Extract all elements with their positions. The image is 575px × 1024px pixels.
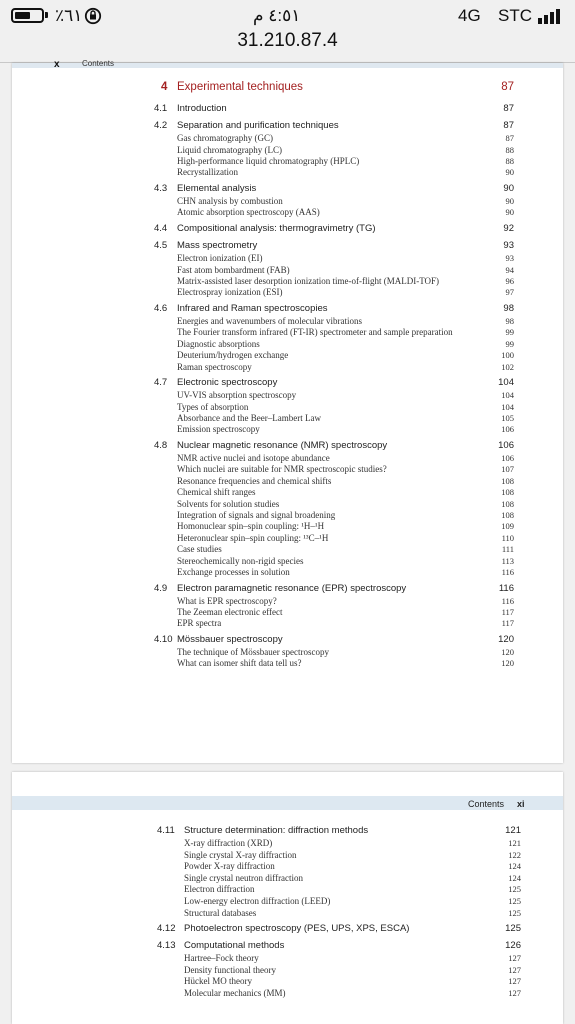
- subsection-page: 111: [501, 544, 514, 555]
- subsection-page: 109: [501, 521, 514, 532]
- section-page: 87: [503, 120, 514, 132]
- subsection-title: Heteronuclear spin–spin coupling: ¹³C–¹H: [177, 532, 329, 543]
- battery-icon: [11, 8, 44, 23]
- section-number: 4.11: [157, 825, 175, 836]
- subsection-title: Single crystal X-ray diffraction: [184, 849, 297, 860]
- subsection-title: Case studies: [177, 544, 222, 555]
- subsection-page: 127: [508, 964, 521, 975]
- subsection-page: 88: [505, 156, 514, 166]
- subsection-title: X-ray diffraction (XRD): [184, 838, 273, 848]
- section-title: Mass spectrometry: [177, 240, 258, 252]
- section-title: Structure determination: diffraction methods: [184, 825, 369, 836]
- section-title: Compositional analysis: thermogravimetry (TG): [177, 223, 376, 234]
- subsection-page: 117: [501, 618, 514, 629]
- subsection-title: Liquid chromatography (LC): [177, 144, 282, 155]
- subsection-title: Homonuclear spin–spin coupling: ¹H–¹H: [177, 521, 325, 532]
- subsection-title: The technique of Mössbauer spectroscopy: [177, 647, 329, 657]
- section-title: Infrared and Raman spectroscopies: [177, 303, 328, 314]
- battery-percent: ٪٦١: [55, 6, 83, 25]
- chapter-title: Experimental techniques: [177, 81, 303, 93]
- section-title: Electron paramagnetic resonance (EPR) spectroscopy: [177, 582, 407, 594]
- carrier-name: STC: [498, 6, 532, 25]
- section-page: 93: [503, 240, 514, 252]
- section-number: 4.2: [154, 120, 168, 132]
- subsection-page: 127: [508, 988, 521, 998]
- subsection-title: What can isomer shift data tell us?: [177, 658, 302, 669]
- subsection-page: 102: [501, 361, 514, 372]
- subsection-title: Hückel MO theory: [184, 976, 252, 987]
- page-number-marker: x: [54, 59, 60, 70]
- subsection-page: 93: [505, 253, 514, 264]
- network-type: 4G: [458, 6, 481, 25]
- subsection-page: 113: [501, 555, 514, 566]
- subsection-title: The Fourier transform infrared (FT-IR) spectrometer and sample preparation: [177, 327, 453, 338]
- section-title: Introduction: [177, 103, 227, 114]
- running-header: Contents: [82, 59, 115, 68]
- subsection-title: Atomic absorption spectroscopy (AAS): [177, 207, 320, 218]
- subsection-page: 88: [505, 144, 514, 155]
- subsection-page: 108: [501, 510, 514, 520]
- subsection-page: 124: [508, 861, 521, 872]
- section-number: 4.13: [157, 940, 176, 952]
- running-header: Contents: [468, 799, 505, 809]
- subsection-title: Exchange processes in solution: [177, 567, 290, 577]
- subsection-title: Deuterium/hydrogen exchange: [177, 350, 289, 361]
- subsection-page: 104: [501, 390, 514, 401]
- subsection-page: 104: [501, 401, 514, 412]
- subsection-page: 125: [508, 896, 521, 906]
- subsection-page: 116: [501, 567, 514, 577]
- section-page: 104: [498, 377, 514, 389]
- subsection-title: Recrystallization: [177, 167, 238, 178]
- battery-tip: [45, 12, 48, 18]
- subsection-page: 105: [501, 413, 514, 423]
- subsection-title: Electron ionization (EI): [177, 253, 263, 264]
- section-page: 125: [505, 923, 521, 935]
- subsection-title: Diagnostic absorptions: [177, 338, 260, 349]
- document-page-1: [12, 59, 563, 763]
- subsection-page: 100: [501, 350, 514, 361]
- subsection-page: 106: [501, 453, 514, 463]
- orientation-lock-icon: [84, 7, 102, 25]
- section-page: 90: [503, 183, 514, 194]
- subsection-title: Fast atom bombardment (FAB): [177, 264, 290, 275]
- subsection-page: 108: [501, 487, 514, 498]
- chapter-page: 87: [501, 81, 514, 93]
- subsection-page: 99: [505, 327, 514, 338]
- subsection-title: Solvents for solution studies: [177, 498, 280, 509]
- subsection-page: 127: [508, 953, 521, 964]
- subsection-title: Electron diffraction: [184, 884, 255, 895]
- subsection-title: Raman spectroscopy: [177, 361, 252, 372]
- subsection-page: 97: [505, 287, 514, 298]
- subsection-title: Density functional theory: [184, 964, 276, 975]
- subsection-page: 94: [505, 264, 514, 275]
- section-number: 4.9: [154, 582, 168, 594]
- section-page: 87: [503, 103, 514, 114]
- subsection-page: 107: [501, 464, 514, 475]
- subsection-title: The Zeeman electronic effect: [177, 607, 283, 617]
- section-page: 126: [505, 940, 521, 952]
- clock: ٤:٥١ م: [253, 6, 301, 25]
- subsection-title: What is EPR spectroscopy?: [177, 595, 277, 606]
- subsection-page: 127: [508, 976, 521, 987]
- subsection-title: Electrospray ionization (ESI): [177, 287, 283, 298]
- subsection-title: Integration of signals and signal broadening: [177, 510, 336, 520]
- subsection-title: High-performance liquid chromatography (HPLC): [177, 156, 360, 166]
- subsection-page: 122: [508, 849, 521, 860]
- section-title: Computational methods: [184, 940, 285, 952]
- subsection-title: Absorbance and the Beer–Lambert Law: [177, 413, 321, 423]
- subsection-page: 108: [501, 475, 514, 486]
- section-number: 4.3: [154, 183, 168, 194]
- section-number: 4.7: [154, 377, 168, 389]
- status-bar: [0, 0, 575, 34]
- subsection-page: 99: [505, 338, 514, 349]
- url-display[interactable]: 31.210.87.4: [237, 30, 338, 51]
- subsection-title: Low-energy electron diffraction (LEED): [184, 896, 331, 906]
- section-number: 4.6: [154, 303, 168, 314]
- section-title: Nuclear magnetic resonance (NMR) spectroscopy: [177, 440, 388, 451]
- subsection-title: Hartree–Fock theory: [184, 953, 259, 964]
- signal-strength-icon: [538, 8, 568, 24]
- section-number: 4.4: [154, 223, 168, 234]
- section-number: 4.5: [154, 240, 168, 252]
- document-page-2: [12, 772, 563, 1024]
- section-page: 121: [505, 825, 521, 836]
- subsection-page: 90: [505, 167, 514, 178]
- subsection-page: 106: [501, 424, 514, 435]
- subsection-page: 108: [501, 498, 514, 509]
- subsection-page: 116: [501, 595, 514, 606]
- section-page: 98: [503, 303, 514, 314]
- subsection-page: 121: [508, 838, 521, 848]
- subsection-title: Gas chromatography (GC): [177, 133, 273, 144]
- section-number: 4.8: [154, 440, 168, 451]
- subsection-page: 90: [505, 196, 514, 206]
- section-title: Photoelectron spectroscopy (PES, UPS, XPS, ESCA): [184, 923, 410, 935]
- subsection-page: 90: [505, 207, 514, 218]
- subsection-page: 96: [505, 276, 514, 286]
- subsection-page: 110: [501, 532, 514, 543]
- subsection-title: NMR active nuclei and isotope abundance: [177, 453, 330, 463]
- chapter-number: 4: [161, 81, 168, 93]
- subsection-page: 124: [508, 872, 521, 883]
- section-page: 92: [503, 223, 514, 234]
- section-page: 106: [498, 440, 514, 451]
- subsection-title: Types of absorption: [177, 401, 249, 412]
- subsection-page: 120: [501, 658, 514, 669]
- subsection-title: EPR spectra: [177, 618, 222, 629]
- section-page: 120: [498, 634, 514, 645]
- section-title: Separation and purification techniques: [177, 120, 339, 132]
- section-number: 4.10: [154, 634, 173, 645]
- subsection-page: 98: [505, 316, 514, 326]
- subsection-title: Matrix-assisted laser desorption ionization time-of-flight (MALDI-TOF): [177, 276, 440, 286]
- subsection-title: Powder X-ray diffraction: [184, 861, 275, 872]
- section-title: Mössbauer spectroscopy: [177, 634, 283, 645]
- subsection-page: 117: [501, 607, 514, 617]
- section-number: 4.1: [154, 103, 168, 114]
- page-number-marker: xi: [517, 799, 525, 809]
- section-number: 4.12: [157, 923, 176, 935]
- subsection-page: 125: [508, 884, 521, 895]
- subsection-title: Molecular mechanics (MM): [184, 988, 286, 998]
- section-title: Electronic spectroscopy: [177, 377, 278, 389]
- subsection-title: Chemical shift ranges: [177, 487, 256, 498]
- subsection-page: 125: [508, 907, 521, 918]
- section-page: 116: [498, 582, 514, 594]
- subsection-title: UV-VIS absorption spectroscopy: [177, 390, 297, 401]
- subsection-title: Emission spectroscopy: [177, 424, 260, 435]
- battery-fill: [15, 12, 30, 19]
- subsection-title: Stereochemically non-rigid species: [177, 555, 304, 566]
- subsection-title: Which nuclei are suitable for NMR spectroscopic studies?: [177, 464, 387, 475]
- subsection-title: Resonance frequencies and chemical shifts: [177, 475, 332, 486]
- section-title: Elemental analysis: [177, 183, 257, 194]
- subsection-title: CHN analysis by combustion: [177, 196, 283, 206]
- subsection-title: Energies and wavenumbers of molecular vibrations: [177, 316, 363, 326]
- subsection-page: 87: [505, 133, 514, 144]
- subsection-title: Structural databases: [184, 907, 257, 918]
- subsection-page: 120: [501, 647, 514, 657]
- subsection-title: Single crystal neutron diffraction: [184, 872, 304, 883]
